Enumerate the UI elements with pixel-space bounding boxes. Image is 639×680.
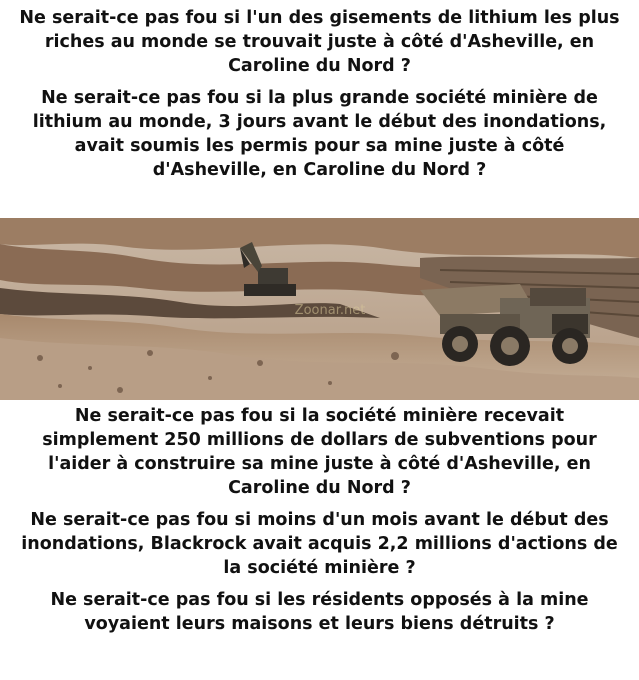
haul-truck-icon — [420, 284, 590, 366]
top-text-block — [0, 6, 639, 182]
paragraph-subsidies: Ne serait-ce pas fou si la société minière recevait simplement 250 millions de dollars de subventions pour l'aider à construire sa mine juste à côté d'Asheville, en Caroline du Nord ? — [42, 406, 597, 498]
watermark-text: Zoonar.net — [294, 303, 366, 318]
mine-illustration — [0, 218, 639, 400]
paragraph-residents-destroyed: Ne serait-ce pas fou si les résidents opposés à la mine voyaient leurs maisons et leurs biens détruits ? — [50, 590, 589, 634]
paragraph-lithium-deposit: Ne serait-ce pas fou si l'un des gisements de lithium les plus riches au monde se trouvait juste à côté d'Asheville, en Caroline du Nord ? — [19, 8, 620, 76]
paragraph-mining-permits: Ne serait-ce pas fou si la plus grande société minière de lithium au monde, 3 jours avant le début des inondations, avait soumis les permis pour sa mine juste à côté d'Asheville, en Caroline du Nord ? — [32, 88, 607, 180]
open-pit-mine-photo — [0, 218, 639, 400]
paragraph-blackrock-shares: Ne serait-ce pas fou si moins d'un mois avant le début des inondations, Blackrock avait acquis 2,2 millions d'actions de la société minière ? — [21, 510, 618, 578]
bottom-text-block — [0, 404, 639, 636]
